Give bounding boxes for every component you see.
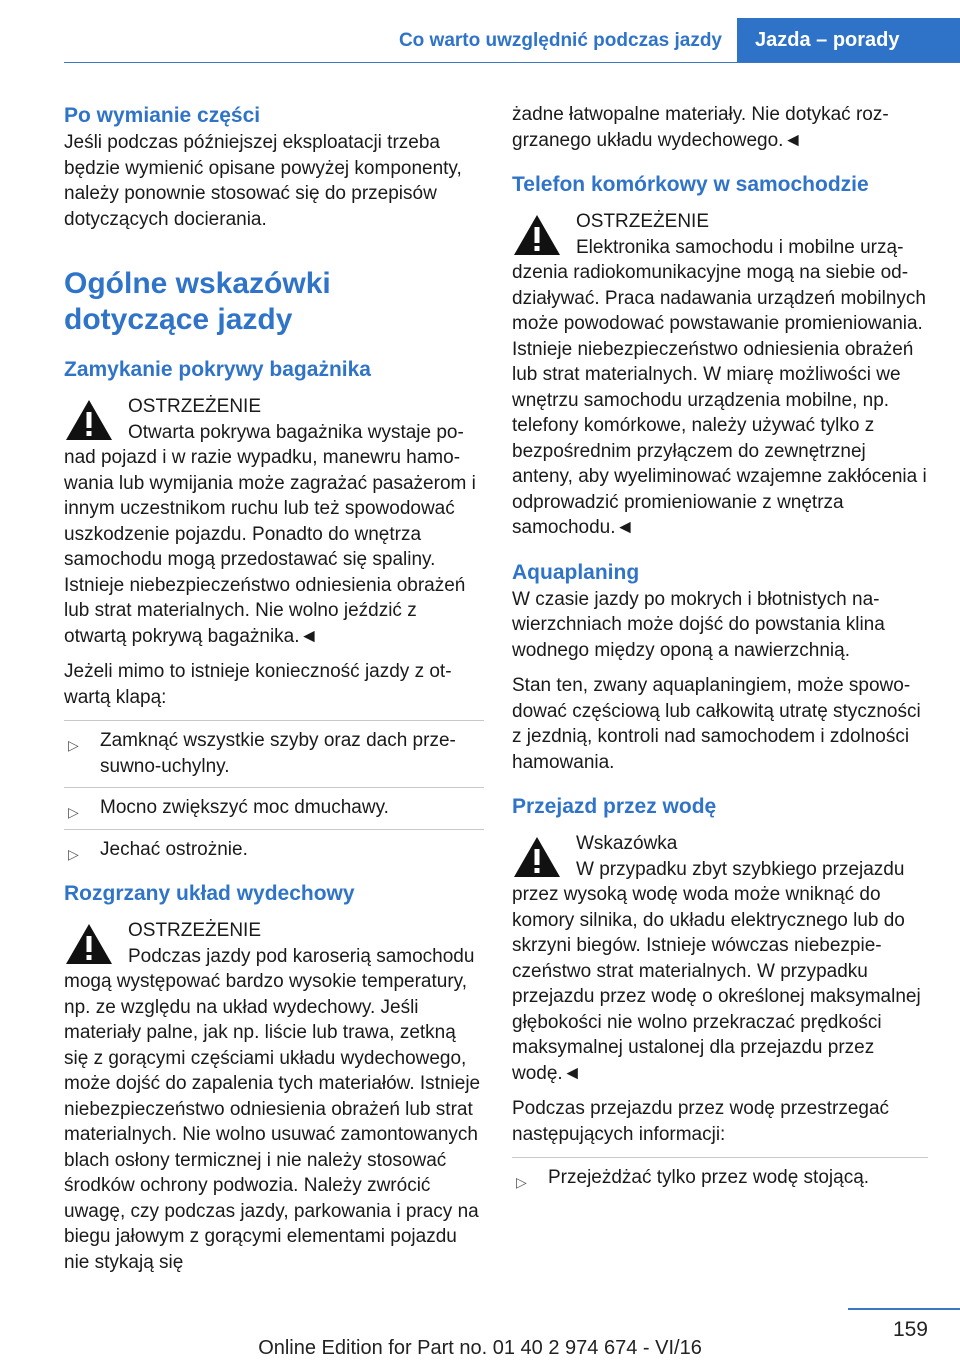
- page-number-rule: [848, 1308, 960, 1310]
- list-item: ▷ Jechać ostrożnie.: [64, 829, 484, 863]
- page-number: 159: [892, 1318, 928, 1341]
- header-chapter-tab: [737, 18, 960, 62]
- heading-trunk: Zamykanie pokrywy bagażnika: [64, 358, 371, 381]
- paragraph-aquaplaning-2: Stan ten, zwany aquaplaningiem, może spowodować częściową lub całkowitą utratę styczności z jezdnią, kontroli nad samochodem i zdolności hamowania.: [512, 675, 921, 773]
- warning-triangle-icon: [512, 835, 562, 879]
- list-item: ▷ Zamknąć wszystkie szyby oraz dach przesuwno-uchylny.: [64, 720, 484, 779]
- heading-aquaplaning: Aquaplaning: [512, 560, 640, 584]
- paragraph-water-crossing: Podczas przejazdu przez wodę przestrzegać następujących informacji:: [512, 1098, 890, 1145]
- note-water-title: Wskazówka: [576, 833, 678, 854]
- header-chapter-label: Jazda – porady: [755, 28, 900, 51]
- heading-mobile-phone: Telefon komórkowy w samochodzie: [512, 173, 869, 196]
- heading-water-crossing: Przejazd przez wodę: [512, 795, 717, 818]
- right-column: [512, 102, 928, 1191]
- list-item: ▷ Mocno zwiększyć moc dmuchawy.: [64, 787, 484, 821]
- heading-general-tips: Ogólne wskazówki dotyczące jazdy: [64, 267, 331, 336]
- warning-exhaust-title: OSTRZEŻENIE: [128, 920, 262, 941]
- trunk-bullet-list: [64, 720, 484, 862]
- warning-trunk: [64, 394, 484, 649]
- triangle-right-icon: ▷: [516, 1174, 527, 1190]
- warning-triangle-icon: [512, 213, 562, 257]
- heading-after-replacement: Po wymianie części: [64, 104, 261, 127]
- note-water: [512, 831, 928, 1086]
- warning-exhaust-text: Podczas jazdy pod karoserią samochodu mogą występować bardzo wysokie temperatury, np. ze względu na układ wydechowy. Jeśli materiały palne, jak np. liście lub trawa, zetkną się z gorącymi częściami układu wydechowego, może dojść do zapalenia tych materiałów. Istnieje niebezpieczeństwo odniesienia obrażeń lub strat materialnych. Nie wolno usuwać zamontowanych blach osłony termicznej i nie należy stosować środków ochrony podwozia. Należy zwrócić uwagę, czy podczas jazdy, parkowania i pracy na biegu jałowym z gorącymi elementami pojazdu nie stykają się: [64, 945, 481, 1273]
- warning-trunk-title: OSTRZEŻENIE: [128, 396, 262, 417]
- triangle-right-icon: ▷: [68, 845, 79, 862]
- warning-phone-title: OSTRZEŻENIE: [576, 211, 710, 232]
- warning-trunk-text: Otwarta pokrywa bagażnika wystaje ponad pojazd i w razie wypadku, manewru hamowania lub wymijania może zagrażać pasażerom i innym uczestnikom ruchu lub też spowodować uszkodzenie pojazdu. Ponadto do wnętrza samochodu mogą przedostawać się spaliny. Istnieje niebezpieczeństwo odniesienia obrażeń lub strat materialnych. Nie wolno jeździć z otwartą pokrywą bagażnika.◄: [64, 421, 476, 647]
- triangle-right-icon: ▷: [68, 737, 79, 753]
- water-bullet-list: [512, 1157, 928, 1191]
- paragraph-after-replacement: Jeśli podczas późniejszej eksploatacji trzeba będzie wymienić opisane powyżej komponenty, należy ponownie stosować się do przepisów dotyczących docierania.: [64, 132, 462, 230]
- paragraph-aquaplaning-1: W czasie jazdy po mokrych i błotnistych nawierzchniach może dojść do powstania klina wodnego między oponą a nawierzchnią.: [512, 588, 885, 661]
- paragraph-exhaust-continued: żadne łatwopalne materiały. Nie dotykać rozgrzanego układu wydechowego.◄: [512, 104, 889, 151]
- warning-triangle-icon: [64, 398, 114, 442]
- warning-phone: [512, 209, 928, 541]
- warning-triangle-icon: [64, 922, 114, 966]
- list-item: ▷ Przejeżdżać tylko przez wodę stojącą.: [512, 1157, 928, 1191]
- header-section-title: Co warto uwzględnić podczas jazdy: [398, 30, 722, 51]
- warning-exhaust: [64, 918, 484, 1275]
- left-column: [64, 102, 484, 1275]
- triangle-right-icon: ▷: [68, 804, 79, 820]
- header-rule: [64, 62, 960, 63]
- note-water-text: W przypadku zbyt szybkiego przejazdu przez wysoką wodę woda może wniknąć do komory silnika, do układu elektrycznego lub do skrzyni biegów. Istnieje wówczas niebezpieczeństwo strat materialnych. W przypadku przejazdu przez wodę o określonej maksymalnej głębokości nie wolno przekraczać prędkości maksymalnej ustalonej dla przejazdu przez wodę.◄: [512, 858, 921, 1084]
- footer-edition: Online Edition for Part no. 01 40 2 974 674 - VI/16: [258, 1337, 702, 1359]
- warning-phone-text: Elektronika samochodu i mobilne urządzenia radiokomunikacyjne mogą na siebie oddziaływać. Praca nadawania urządzeń mobilnych może powodować powstawanie promieniowania. Istnieje niebezpieczeństwo odniesienia obrażeń lub strat materialnych. W miarę możliwości we wnętrzu samochodu urządzenia mobilne, np. telefony komórkowe, należy używać tylko z bezpośrednim przyłączem do zewnętrznej anteny, aby wyeliminować wzajemne zakłócenia i odprowadzić promieniowanie z wnętrza samochodu.◄: [512, 236, 927, 538]
- heading-exhaust: Rozgrzany układ wydechowy: [64, 882, 355, 905]
- paragraph-open-trunk: Jeżeli mimo to istnieje konieczność jazdy z otwartą klapą:: [64, 661, 452, 708]
